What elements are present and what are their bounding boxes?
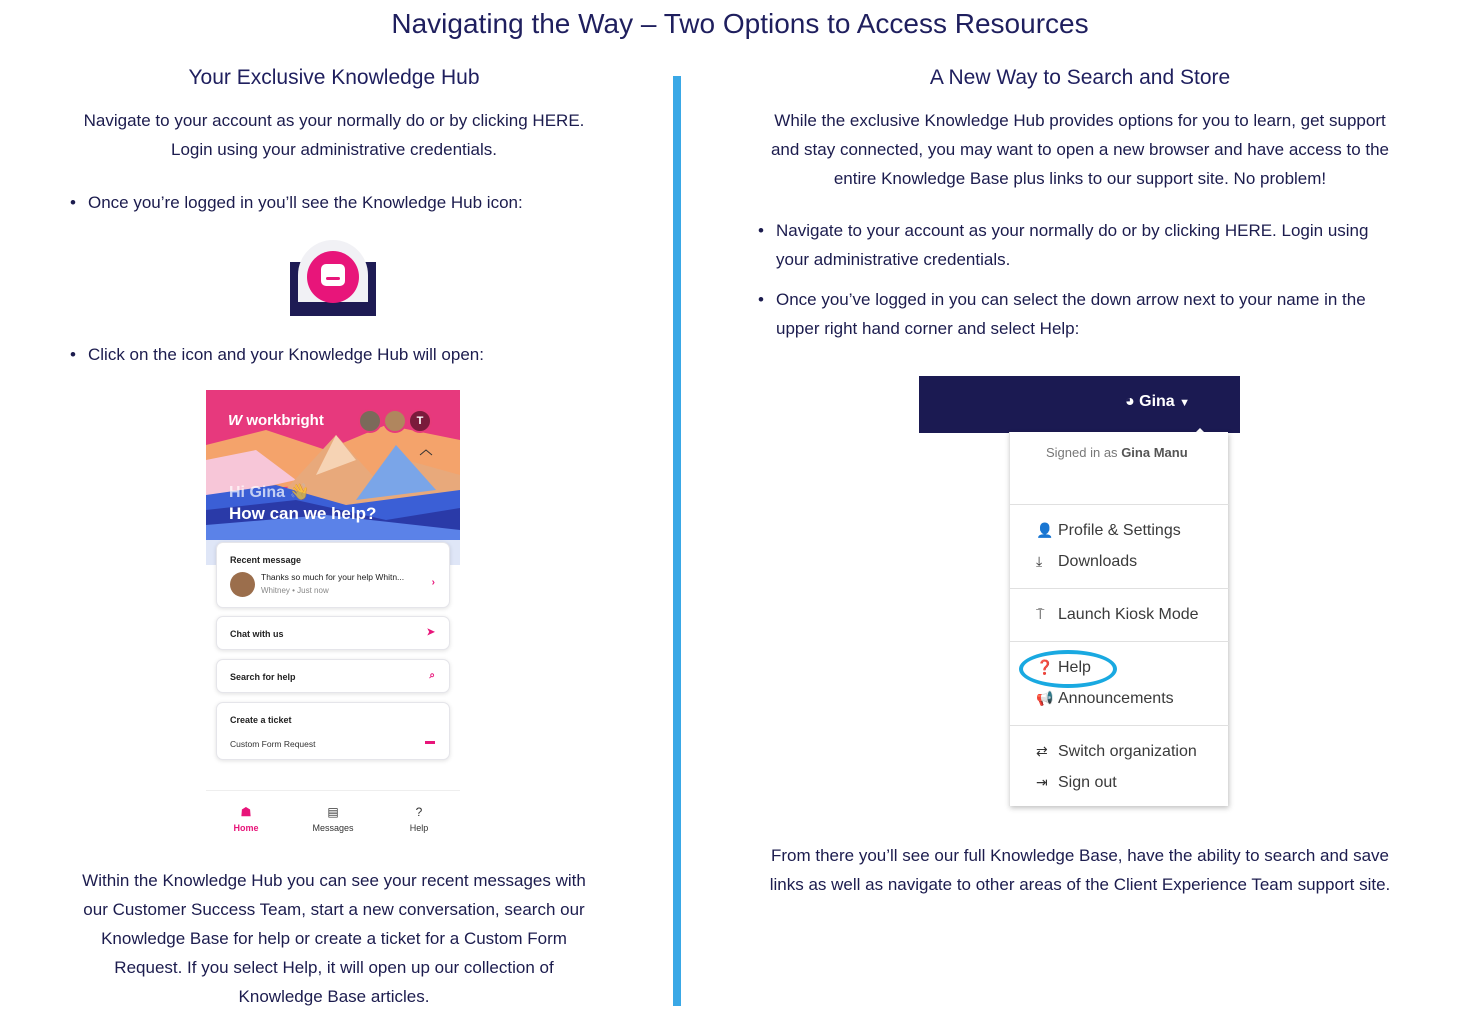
chat-bubble-icon — [321, 264, 345, 286]
menu-item-downloads[interactable] — [1036, 553, 1137, 571]
left-outro-line: Knowledge Base articles. — [238, 987, 430, 1006]
recent-message-title: Recent message — [230, 555, 302, 565]
menu-item-profile-settings[interactable] — [1036, 522, 1181, 540]
caret-down-icon: ▼ — [1179, 397, 1191, 409]
sign-out-icon: ⇥ — [1036, 774, 1048, 790]
nav-messages-label: Messages — [312, 823, 354, 833]
chat-with-us-label: Chat with us — [230, 629, 284, 639]
user-circle-icon: ◕ — [1125, 393, 1135, 410]
right-bullet-2-line1: • Once you’ve logged in you can select the down arrow next to your name in the — [776, 290, 1366, 309]
menu-item-label: Help — [1058, 659, 1091, 676]
right-intro-line: While the exclusive Knowledge Hub provides options for you to learn, get support — [774, 111, 1386, 130]
search-for-help-label: Search for help — [230, 672, 296, 682]
right-bullet-2 — [758, 285, 1418, 343]
right-bullet-1-line2: your administrative credentials. — [776, 250, 1011, 269]
menu-divider — [1010, 504, 1229, 505]
team-avatar-2 — [383, 409, 407, 433]
right-outro — [720, 841, 1440, 899]
menu-item-label: Downloads — [1058, 553, 1138, 570]
chevron-right-icon: › — [431, 577, 435, 588]
create-ticket-card[interactable] — [216, 702, 450, 760]
signed-in-prefix: Signed in as — [1046, 445, 1118, 460]
right-outro-line2: links as well as navigate to other areas of the Client Experience Team support site. — [769, 875, 1391, 894]
custom-form-request-label: Custom Form Request — [230, 739, 316, 749]
menu-item-switch-organization[interactable] — [1036, 743, 1197, 761]
left-outro-line: Request. If you select Help, it will open up our collection of — [114, 958, 554, 977]
right-heading: A New Way to Search and Store — [929, 66, 1231, 89]
nav-home[interactable] — [216, 805, 276, 833]
messages-icon: ▤ — [327, 805, 339, 819]
chat-with-us-button[interactable] — [216, 616, 450, 650]
page-title: Navigating the Way – Two Options to Access Resources — [391, 8, 1089, 39]
hero-banner — [206, 390, 460, 565]
left-outro-line: Knowledge Base for help or create a ticket for a Custom Form — [101, 929, 567, 948]
column-divider — [673, 76, 681, 1006]
team-avatar-1 — [358, 409, 382, 433]
bottom-nav — [206, 790, 460, 842]
user-icon: 👤 — [1036, 522, 1054, 538]
menu-divider — [1010, 588, 1229, 589]
search-icon: ⌕ — [429, 670, 435, 681]
workbright-logo-icon: W — [228, 412, 247, 429]
help-prompt: How can we help? — [229, 504, 377, 523]
menu-item-label: Sign out — [1058, 774, 1117, 791]
left-intro-line2: Login using your administrative credentials. — [170, 140, 497, 159]
brand-logo — [228, 412, 324, 429]
left-intro-line1: Navigate to your account as your normally do or by clicking HERE. — [83, 111, 585, 130]
menu-item-sign-out[interactable] — [1036, 774, 1117, 792]
wave-icon: 👋 — [289, 484, 310, 501]
search-for-help-button[interactable] — [216, 659, 450, 693]
download-icon: ⤓ — [1036, 553, 1043, 569]
recent-message-text: Thanks so much for your help Whitn... — [261, 572, 405, 582]
knowledge-hub-icon[interactable] — [290, 240, 376, 316]
right-outro-line1: From there you’ll see our full Knowledge Base, have the ability to search and save — [770, 846, 1389, 865]
user-menu-button[interactable] — [1125, 393, 1190, 411]
left-outro — [34, 866, 634, 1011]
left-bullet-2: • Click on the icon and your Knowledge Hub will open: — [70, 340, 630, 369]
nav-help[interactable] — [389, 805, 449, 833]
account-top-bar — [919, 376, 1240, 433]
right-intro-line: and stay connected, you may want to open a new browser and have access to the — [770, 140, 1390, 159]
menu-divider — [1010, 641, 1229, 642]
menu-item-announcements[interactable] — [1036, 690, 1174, 708]
exchange-icon: ⇄ — [1036, 743, 1048, 759]
left-bullet-1: • Once you’re logged in you’ll see the Knowledge Hub icon: — [70, 188, 630, 217]
recent-message-card[interactable] — [216, 542, 450, 608]
nav-home-label: Home — [233, 823, 259, 833]
nav-help-label: Help — [409, 823, 429, 833]
signed-in-name: Gina Manu — [1121, 445, 1188, 460]
greeting-text: Hi Gina — [229, 484, 286, 501]
user-name: Gina — [1139, 393, 1175, 410]
signed-in-label — [1046, 445, 1188, 460]
team-avatar-3: T — [408, 409, 432, 433]
send-icon: ➤ — [426, 627, 435, 638]
create-ticket-title: Create a ticket — [230, 715, 292, 725]
right-bullet-1 — [758, 216, 1418, 274]
user-dropdown-menu — [1009, 432, 1228, 806]
ticket-icon: ▬ — [425, 736, 435, 747]
left-outro-line: our Customer Success Team, start a new conversation, search our — [83, 900, 585, 919]
menu-item-label: Profile & Settings — [1058, 522, 1181, 539]
whitney-avatar — [230, 572, 255, 597]
recent-message-meta: Whitney • Just now — [261, 586, 329, 595]
greeting — [229, 482, 309, 502]
menu-divider — [1010, 725, 1229, 726]
kiosk-icon: ⍑ — [1036, 606, 1045, 622]
left-intro — [34, 106, 634, 164]
help-highlight-circle — [1019, 650, 1117, 688]
question-circle-icon: ❓ — [1036, 659, 1054, 675]
right-intro-line: entire Knowledge Base plus links to our support site. No problem! — [833, 169, 1327, 188]
right-bullet-1-line1: • Navigate to your account as your normally do or by clicking HERE. Login using — [776, 221, 1369, 240]
help-icon: ? — [415, 805, 423, 819]
right-bullet-2-line2: upper right hand corner and select Help: — [776, 319, 1080, 338]
megaphone-icon: 📢 — [1036, 690, 1054, 706]
menu-item-label: Announcements — [1058, 690, 1174, 707]
left-outro-line: Within the Knowledge Hub you can see your recent messages with — [82, 871, 586, 890]
right-intro — [720, 106, 1440, 193]
brand-name: workbright — [246, 412, 324, 429]
menu-item-label: Switch organization — [1058, 743, 1197, 760]
home-icon: ☗ — [240, 805, 252, 819]
left-heading: Your Exclusive Knowledge Hub — [188, 66, 480, 89]
menu-item-launch-kiosk[interactable] — [1036, 606, 1199, 624]
menu-item-label: Launch Kiosk Mode — [1058, 606, 1199, 623]
knowledge-hub-panel — [206, 390, 460, 842]
nav-messages[interactable] — [303, 805, 363, 833]
